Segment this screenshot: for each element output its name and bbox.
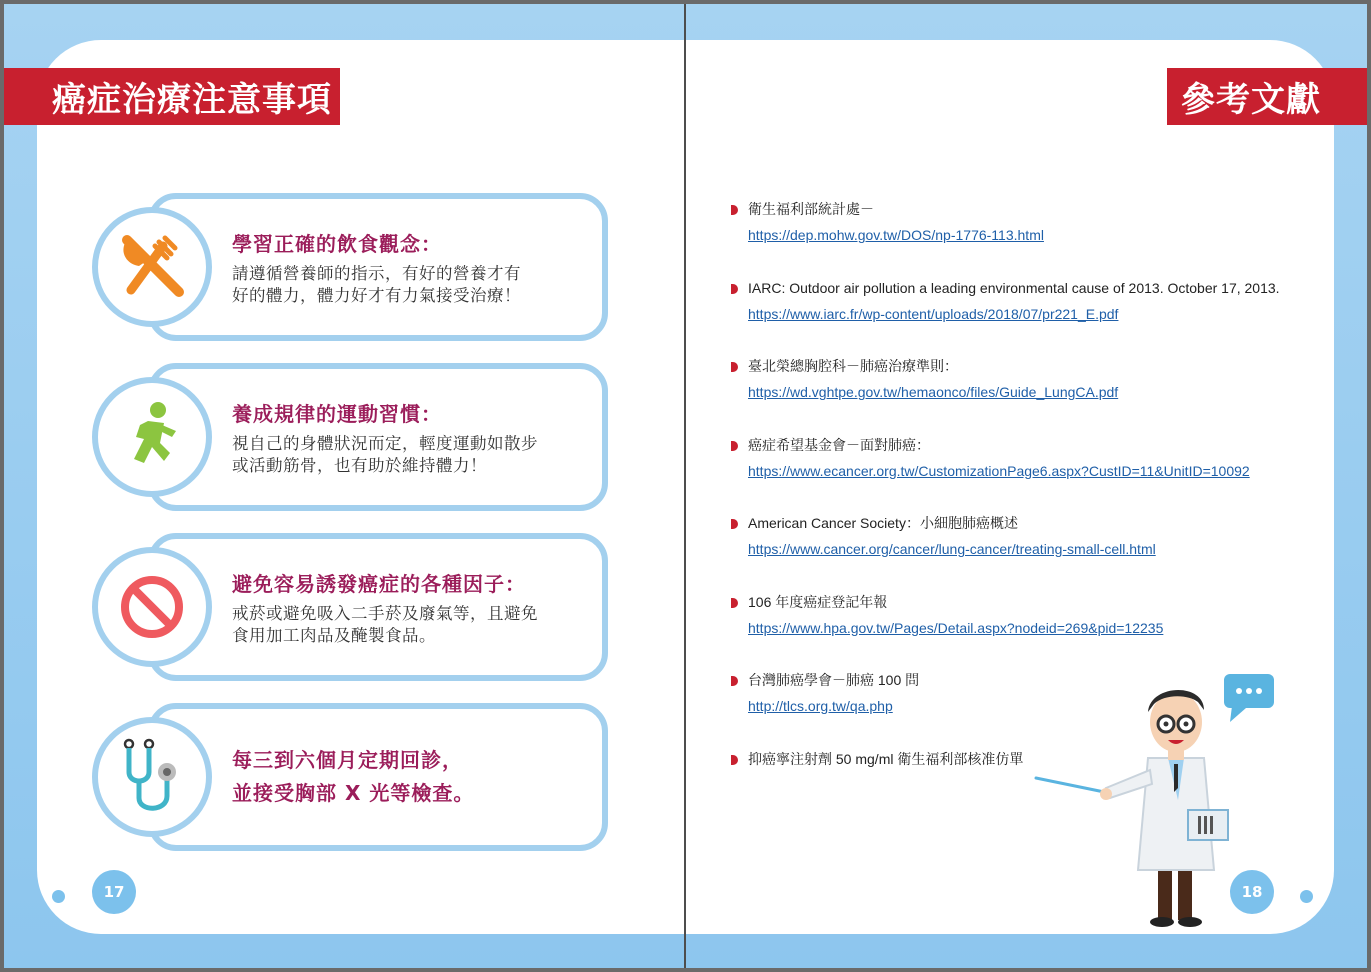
bullet-icon [731,519,738,529]
tip-exercise [92,363,610,511]
reference-link[interactable]: https://wd.vghtpe.gov.tw/hemaonco/files/Guide_LungCA.pdf [748,384,1119,400]
tip-checkup [92,703,610,851]
decorative-dot [1300,890,1313,903]
tip-title: 學習正確的飲食觀念： [232,231,442,256]
bullet-icon [731,598,738,608]
reference-link[interactable]: https://www.cancer.org/cancer/lung-cancer/treating-small-cell.html [748,541,1156,557]
tip-body-line: 視自己的身體狀況而定，輕度運動如散步 [232,433,538,453]
doctor-illustration [1028,670,1288,934]
left-page-number: 17 [92,870,136,914]
tip-title: 養成規律的運動習慣： [232,401,442,426]
reference-link[interactable]: https://dep.mohw.gov.tw/DOS/np-1776-113.html [748,227,1044,243]
reference-title: 抑癌寧注射劑 50 mg/ml 衛生福利部核准仿單 [748,750,1024,767]
reference-item [731,357,1331,436]
tip-title: 並接受胸部 X 光等檢查。 [232,781,475,805]
reference-title: American Cancer Society：小細胞肺癌概述 [748,515,1018,531]
reference-link[interactable]: http://tlcs.org.tw/qa.php [748,698,893,714]
reference-item [731,593,1331,672]
bullet-icon [731,284,738,294]
running-person-icon [120,401,184,473]
tip-title: 每三到六個月定期回診， [232,748,463,772]
fork-knife-icon [117,232,187,302]
right-page-number: 18 [1230,870,1274,914]
tip-icon-circle [92,377,212,497]
brochure-spread [4,4,1367,968]
reference-item [731,279,1331,358]
reference-title: 癌症希望基金會－面對肺癌： [748,436,930,453]
reference-link[interactable]: https://www.ecancer.org.tw/CustomizationPage6.aspx?CustID=11&UnitID=10092 [748,462,1250,479]
bullet-icon [731,441,738,451]
reference-item [731,200,1331,279]
page-spine [684,4,686,968]
reference-item [731,514,1331,593]
decorative-dot [52,890,65,903]
reference-title: 臺北榮總胸腔科－肺癌治療準則： [748,358,958,374]
reference-title: 106 年度癌症登記年報 [748,593,888,610]
tip-body-line: 請遵循營養師的指示，有好的營養才有 [232,263,521,283]
bullet-icon [731,755,738,765]
right-page-title: 參考文獻 [1167,68,1367,125]
tip-body-line: 或活動筋骨，也有助於維持體力！ [232,455,487,475]
bullet-icon [731,205,738,215]
reference-item [731,436,1331,515]
tip-icon-circle [92,717,212,837]
tip-avoid-risk [92,533,610,681]
bullet-icon [731,676,738,686]
reference-link[interactable]: https://www.hpa.gov.tw/Pages/Detail.aspx?nodeid=269&pid=12235 [748,619,1164,636]
reference-title: 衛生福利部統計處－ [748,201,874,217]
left-page-title: 癌症治療注意事項 [4,68,340,125]
reference-title: 台灣肺癌學會－肺癌 100 問 [748,672,920,688]
prohibited-icon [119,574,185,640]
reference-title: IARC: Outdoor air pollution a leading environmental cause of 2013. October 17, 2013. [748,279,1280,296]
tip-icon-circle [92,207,212,327]
tip-body-line: 食用加工肉品及醃製食品。 [232,625,436,645]
tip-title: 避免容易誘發癌症的各種因子： [232,571,526,596]
tip-icon-circle [92,547,212,667]
reference-link[interactable]: https://www.iarc.fr/wp-content/uploads/2018/07/pr221_E.pdf [748,305,1119,322]
tip-diet [92,193,610,341]
tip-body-line: 好的體力，體力好才有力氣接受治療！ [232,285,521,305]
tip-body-line: 戒菸或避免吸入二手菸及廢氣等，且避免 [232,603,538,623]
bullet-icon [731,362,738,372]
stethoscope-icon [119,738,185,816]
